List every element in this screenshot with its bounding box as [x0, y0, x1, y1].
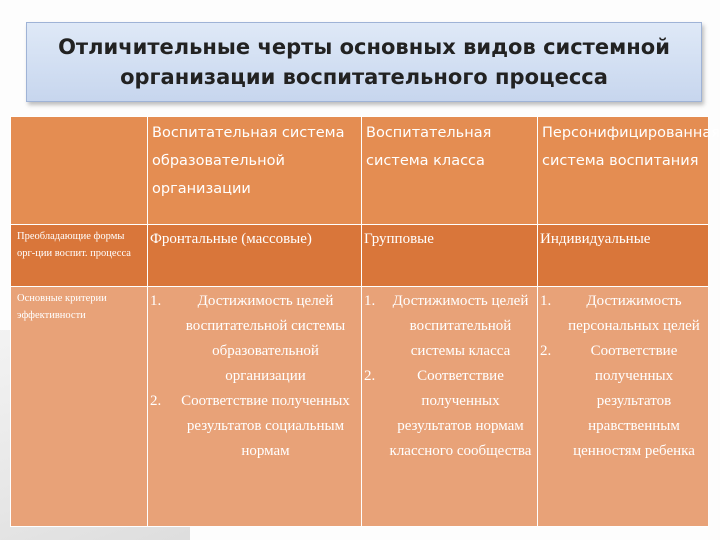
list-item: 2. Соответствие полученных результатов нормам классного сообщества	[364, 368, 532, 459]
criteria-list	[150, 289, 357, 464]
table-row	[11, 225, 709, 287]
table-cell	[538, 287, 709, 527]
table-cell	[148, 287, 362, 527]
table-row	[11, 287, 709, 527]
list-item: 2. Соответствие полученных результатов нравственным ценностям ребенка	[540, 343, 695, 459]
list-item: 1. Достижимость целей воспитательной системы класса	[364, 293, 529, 359]
slide-title: Отличительные черты основных видов системной организации воспитательного процесса	[58, 35, 670, 89]
column-header: Воспитательная система образовательной организации	[148, 117, 362, 225]
corner-cell	[11, 117, 148, 225]
table-cell	[362, 287, 538, 527]
list-item: 1. Достижимость персональных целей	[540, 293, 700, 334]
title-box	[26, 22, 702, 102]
list-item: 2. Соответствие полученных результатов социальным нормам	[150, 393, 350, 459]
table-cell: Фронтальные (массовые)	[148, 225, 362, 287]
table-cell: Групповые	[362, 225, 538, 287]
table-cell: Индивидуальные	[538, 225, 709, 287]
criteria-list	[540, 289, 704, 464]
table-header-row	[11, 117, 709, 225]
column-header: Персонифицированная система воспитания	[538, 117, 709, 225]
row-header: Преобладающие формы орг-ции воспит. процесса	[11, 225, 148, 287]
column-header: Воспитательная система класса	[362, 117, 538, 225]
row-header: Основные критерии эффективности	[11, 287, 148, 527]
list-item: 1. Достижимость целей воспитательной системы образовательной организации	[150, 293, 346, 384]
comparison-table	[10, 116, 720, 527]
criteria-list	[364, 289, 533, 464]
